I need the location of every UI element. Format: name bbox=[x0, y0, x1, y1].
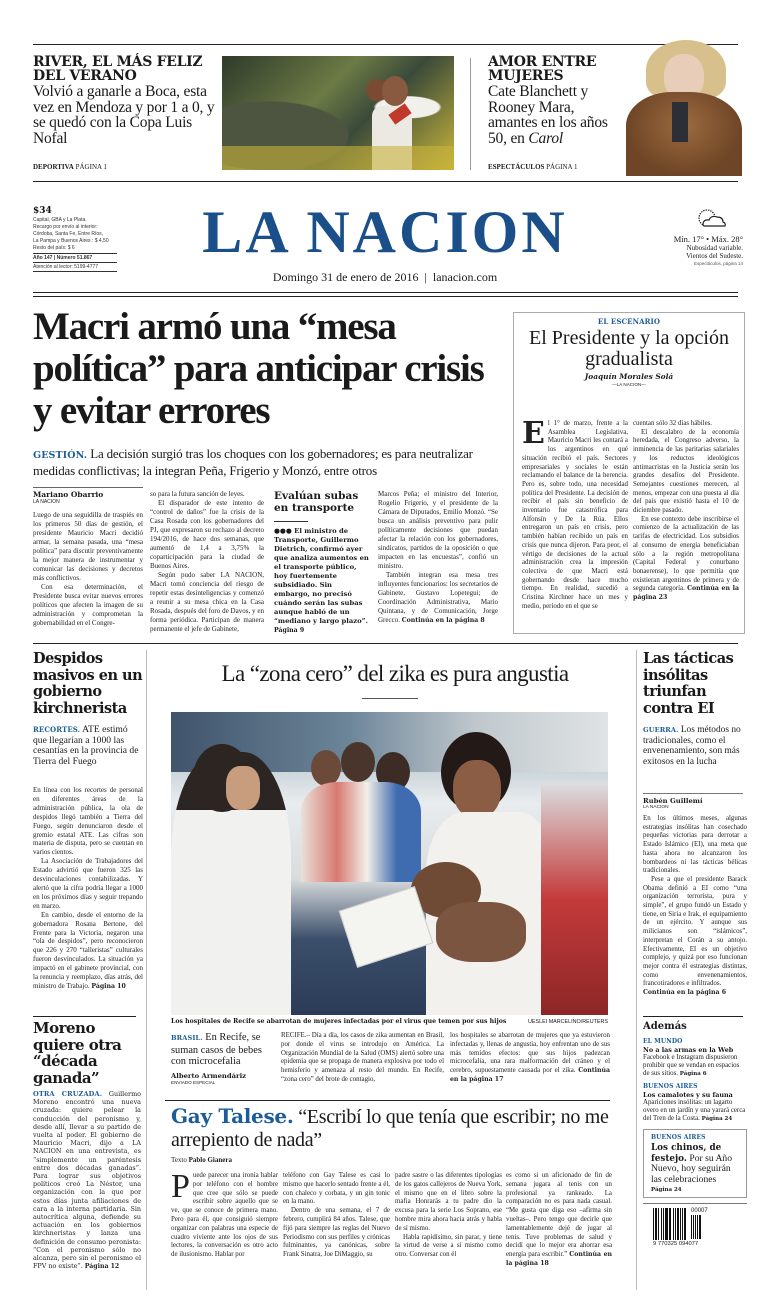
item-headline: No a las armas en la Web bbox=[643, 1046, 734, 1054]
paragraph: En línea con los recortes de personal en diferentes áreas de la administración pública, la ola de despidos llegó también a Tierra del Fuego, según denunciaron desde el gremio estatal ATE. Las cifras son materia de disputa, pero se cuentan en varios cientos. bbox=[33, 786, 143, 857]
ademas-item[interactable] bbox=[643, 1083, 747, 1123]
barcode-bar bbox=[653, 1208, 654, 1240]
issue-date: Domingo 31 de enero de 2016 bbox=[272, 270, 419, 284]
barcode-bar bbox=[673, 1208, 674, 1240]
lead-deck-text: La decisión surgió tras los choques con los gobernadores; es para neutralizar medidas conflictivas; la integran Peña, Frigerio y Monzó, entre otros bbox=[33, 446, 473, 478]
item-body bbox=[643, 1054, 747, 1078]
ademas-item[interactable] bbox=[643, 1038, 747, 1078]
page-ref[interactable]: Página 24 bbox=[701, 1116, 733, 1122]
author-org: LA NACION bbox=[643, 805, 669, 810]
weather-box bbox=[648, 207, 743, 267]
sidebar-body bbox=[274, 527, 370, 635]
weather-ref: Espectáculos, página 14 bbox=[693, 261, 743, 266]
paragraph: En los últimos meses, algunas estrategias insólitas han cosechado pequeñas victorias para derrotar a Estado Islámico (EI), una meta que hasta ahora no alcanzaron los bombardeos ni las tácticas bélicas tradicionales. bbox=[643, 815, 747, 875]
opinion-col-2 bbox=[633, 420, 739, 603]
opinion-col-1 bbox=[522, 416, 628, 611]
teaser-headline: AMOR ENTRE MUJERES bbox=[488, 54, 597, 84]
zika-photo-caption-row bbox=[171, 1018, 608, 1025]
photo-caption: Los hospitales de Recife se abarrotan de mujeres infectadas por el virus que temen por sus hijos bbox=[171, 1018, 507, 1025]
ademas-title: Además bbox=[643, 1021, 687, 1032]
talese-col-1 bbox=[171, 1168, 278, 1260]
talese-name: Gay Talese. bbox=[171, 1104, 294, 1128]
moreno-body bbox=[33, 1090, 141, 1271]
lead-byline bbox=[33, 490, 103, 505]
barcode-bar bbox=[658, 1208, 660, 1240]
paragraph: Luego de una seguidilla de traspiés en los primeros 50 días de gestión, el presidente Mauricio Macri decidió armar, la semana pasada, una “mesa política” para discutir preventivamente la mejor manera de instrumentar y comunicar las decisiones y decretos más conflictivos. bbox=[33, 511, 143, 582]
author-org: LA NACION bbox=[33, 499, 60, 505]
zika-col-1 bbox=[281, 1032, 444, 1085]
paragraph: Habla rapidísimo, sin parar, y tiene la virtud de verse a sí mismo como otro. Conversar con él bbox=[395, 1233, 502, 1259]
price-line: Resto del país: $ 6 bbox=[33, 245, 75, 251]
teaser-page: PÁGINA 1 bbox=[75, 163, 107, 171]
talese-quote: “Escribí lo que tenía que escribir; no me arrepiento de nada” bbox=[171, 1106, 609, 1151]
drop-cap: E bbox=[522, 416, 545, 451]
teaser-carol[interactable] bbox=[488, 55, 624, 173]
tacticas-body bbox=[643, 815, 747, 998]
barcode-bar bbox=[675, 1208, 676, 1240]
teaser-section-ref bbox=[488, 163, 577, 171]
teaser-section: ESPECTÁCULOS bbox=[488, 163, 545, 171]
paragraph: Según pudo saber LA NACION, Macri tomó conciencia del riesgo de repetir estas desinteligencias y comenzó a reunir a su mesa chica en la Casa Rosada, después del foro de Davos, y en forma periódica. Participan de manera permanente el jefe de Gabinete, bbox=[150, 571, 264, 633]
item-text: Facebook e Instagram dispusieron prohibir que se vendan en espacios de sus sitios. bbox=[643, 1054, 740, 1077]
weather-line: Vientos del Sudeste. bbox=[686, 252, 743, 260]
drop-cap: P bbox=[171, 1168, 190, 1205]
despidos-story[interactable] bbox=[33, 651, 143, 767]
barcode-bar bbox=[669, 1208, 671, 1240]
boxed-text: Por su Año Nuevo, hoy seguirán las celebraciones bbox=[651, 1152, 733, 1185]
price-box bbox=[33, 206, 117, 272]
moreno-story[interactable] bbox=[33, 1020, 143, 1086]
continue-link[interactable]: Continúa en la página 8 bbox=[401, 617, 485, 624]
barcode-bar bbox=[663, 1208, 664, 1240]
sidebar-text: El ministro de Transporte, Guillermo Dietrich, confirmó ayer que analiza aumentos en el transporte público, hoy fuertemente subsidiado. Sin embargo, no precisó cuándo serán las subas aunque habló de un “mediano y largo plazo”. bbox=[274, 527, 369, 625]
paragraph-text: es como si un aficionado de fin de semana jugara al tenis con un profesional ya rankeado. La comparación no es para nada casual. “Me gusta que diga eso –afirma sin vueltas–. Pero tengo que decirle que lamentablemente dejé de jugar al tenis. Tuve problemas de salud y decidí que lo mejor era ahorrar esa energía para escribir.” bbox=[506, 1172, 612, 1259]
story-headline: Las tácticas insólitas triunfan contra EI bbox=[643, 650, 734, 717]
paragraph-text: Guillermo Moreno encontró una nueva cruzada: quiere pelear la conducción del peronismo y, desde allí, llevar a su partido de vuelta al poder. El gobierno de Mauricio Macri, dijo a LA NACION en una entrevista, es “simplemente un paréntesis entre dos décadas ganadas”. Para lograr sus objetivos políticos creó La Néstor, una organización con la que por estos días junta afiliaciones de cara a la interna partidaria. Sin autocrítica alguna, defiende su actuación en los gobiernos kirchneristas y lanza una definición de consumo peronista: “Con el peronismo sólo no alcanza, pero sin el peronismo el FPV no existe”. bbox=[33, 1090, 141, 1271]
page-ref[interactable]: Página 9 bbox=[274, 627, 305, 634]
paragraph bbox=[633, 516, 739, 603]
talese-byline bbox=[171, 1156, 232, 1164]
continue-link[interactable]: Continúa en la página 17 bbox=[450, 1067, 610, 1083]
zika-col-2 bbox=[450, 1032, 610, 1085]
item-text: Apariciones insólitas: un lagarto overo en un jardín y una yarará cerca del Tren de la Costa. bbox=[643, 1099, 746, 1122]
price-line: Capital, GBA y La Plata. bbox=[33, 217, 87, 223]
paragraph: so para la futura sanción de leyes. bbox=[150, 490, 245, 498]
paragraph: teléfono con Gay Talese es casi lo mismo que hacerlo sentado frente a él, con chaleco y corbata, y un gin tonic en la mano. bbox=[283, 1172, 390, 1206]
page-ref[interactable]: Página 10 bbox=[91, 982, 126, 990]
barcode-number: 9 770325 094077 bbox=[653, 1241, 699, 1247]
page-ref[interactable]: Página 12 bbox=[84, 1263, 120, 1271]
lead-deck bbox=[33, 446, 503, 478]
teaser-deck-text: Cate Blanchett y Rooney Mara, amantes en los años 50, en bbox=[488, 83, 608, 147]
paragraph bbox=[33, 1090, 141, 1271]
item-section: EL MUNDO bbox=[643, 1038, 683, 1045]
teaser-section-ref bbox=[33, 163, 107, 171]
bullets: ●●● bbox=[274, 527, 292, 535]
opinion-author: Joaquín Morales Solá bbox=[584, 372, 674, 381]
boxed-body bbox=[651, 1143, 741, 1185]
barcode-addon-block bbox=[691, 1208, 708, 1239]
opinion-kicker: EL ESCENARIO bbox=[597, 317, 661, 326]
zika-deck-block[interactable] bbox=[171, 1032, 271, 1085]
opinion-header[interactable] bbox=[513, 317, 745, 387]
paragraph: El descalabro de la economía heredada, el Congreso adverso, la inminencia de las paritarias salariales y los reductos ideológicos antimacristas en la Justicia serán los grandes desafíos del Presidente. Semejantes cuestiones merecen, al menos, empezar con una puesta al día del país que existió hasta el 10 de diciembre pasado. bbox=[633, 428, 739, 515]
masthead-dateline: Domingo 31 de enero de 2016 | lanacion.com bbox=[272, 270, 498, 284]
story-headline: Despidos masivos en un gobierno kirchnerista bbox=[33, 650, 143, 717]
barcode-bar bbox=[677, 1208, 679, 1240]
author-role: ENVIADO ESPECIAL bbox=[171, 1079, 216, 1085]
zika-headline[interactable]: La “zona cero” del zika es pura angustia bbox=[221, 661, 569, 686]
masthead-title[interactable]: LA NACION bbox=[202, 199, 568, 265]
story-deck-text: ATE estimó que llegarían a 1000 las cesantías en la provincia de Tierra del Fuego bbox=[33, 724, 139, 767]
price-line: Recargo por envío al interior: bbox=[33, 224, 98, 230]
byline-label: Texto bbox=[171, 1156, 187, 1164]
item-section: BUENOS AIRES bbox=[643, 1083, 698, 1090]
story-headline: Moreno quiere otra “década ganada” bbox=[33, 1019, 122, 1087]
weather-line: Nubosidad variable. bbox=[686, 244, 743, 252]
barcode-bar bbox=[693, 1215, 694, 1239]
story-deck bbox=[33, 725, 143, 767]
story-deck-text: Los métodos no tradicionales, como el envenenamiento, son más exitosos en la lucha bbox=[643, 725, 741, 767]
barcode-addon: 00007 bbox=[691, 1208, 708, 1214]
barcode-bar bbox=[699, 1215, 701, 1239]
teaser-headline: RIVER, EL MÁS FELIZ DEL VERANO bbox=[33, 54, 203, 84]
lead-headline[interactable]: Macri armó una “mesa política” para anticipar crisis y evitar errores bbox=[33, 305, 484, 432]
paragraph: Pese a que el presidente Barack Obama definió a EI como “una organización terrorista, pura y simple”, el grupo fundó un Estado y tiene, en Siria e Irak, el equipamiento de un ejército. Y aunque sus milicianos son “islámicos”, interpretan el Corán a su antojo. Efectivamente, EI es un objetivo complejo, y quizá por eso funcionan mejor contra él estrategias distintas, como envenenamientos, francotiradores e infiltrados. bbox=[643, 875, 747, 988]
paragraph bbox=[522, 416, 628, 611]
item-section: BUENOS AIRES bbox=[651, 1134, 706, 1141]
teaser-river[interactable] bbox=[33, 55, 219, 173]
paragraph: padre sastre o las diferentes tipologías de los gatos callejeros de Nueva York, el mismo que en el libro sobre la mafia Honrarás a tu padre dio la excusa para la serie Los Soprano, ese hombre mira ahora hacia atrás y habla de sí mismo. bbox=[395, 1172, 502, 1232]
paragraph: El disparador de este intento de “control de daños” fue la crisis de la Casa Rosada con los gobernadores del PJ, que expresaron su rechazo al decreto 194/2016, de hace dos semanas, que aumentó de 1,4 a 3,75% la coparticipación para la ciudad de Buenos Aires. bbox=[150, 499, 264, 570]
paragraph: cuentan sólo 32 días hábiles. bbox=[633, 420, 713, 427]
boxed-headline: Los chinos, de festejo. bbox=[651, 1143, 722, 1164]
teaser-deck: Volvió a ganarle a Boca, esta vez en Mendoza y por 1 a 0, y se quedó con la Copa Luis Nofal bbox=[33, 83, 215, 147]
issue-number: Año 147 | Número 51.867 bbox=[33, 253, 117, 262]
tacticas-byline bbox=[643, 797, 703, 810]
barcode-row bbox=[643, 1208, 747, 1240]
barcode bbox=[643, 1203, 747, 1248]
reader-contact: Atención al lector: 5199-4777 bbox=[33, 262, 117, 272]
story-deck bbox=[643, 725, 748, 767]
lead-kicker: GESTIÓN. bbox=[33, 450, 88, 461]
talese-col-4 bbox=[506, 1172, 612, 1269]
lead-col-2 bbox=[150, 490, 264, 634]
teaser-page: PÁGINA 1 bbox=[546, 163, 578, 171]
river-player-photo bbox=[222, 56, 454, 170]
price-line: La Pampa y Buenos Aires : $ 4,50 bbox=[33, 238, 109, 244]
paragraph: Con esa determinación, el Presidente busca evitar nuevos errores políticos que afecten la imagen de su administración y comprometan la gobernabilidad en el Congre- bbox=[33, 583, 143, 627]
ademas-boxed-item[interactable] bbox=[643, 1129, 747, 1198]
page-ref[interactable]: Página 6 bbox=[679, 1071, 707, 1077]
paragraph-text: En cambio, desde el entorno de la gobernadora Rosana Bertone, del Frente para la Victoria, negaron una “ola de despidos”, pero reconocieron que 226 y 270 “talleristas” culturales fueron desvinculados. La situación ya impactó en el gabinete provincial, con la renuncia y reemplazo, días atrás, del ministro de Trabajo. bbox=[33, 910, 143, 990]
continue-link[interactable]: Continúa en la página 6 bbox=[643, 989, 727, 997]
zika-deck-text: En Recife, se suman casos de bebes con microcefalia bbox=[171, 1032, 262, 1067]
teaser-section: DEPORTIVA bbox=[33, 163, 74, 171]
paragraph: Dentro de una semana, el 7 de febrero, cumplirá 84 años. Talese, que fijó para siempre las reglas del Nuevo Periodismo con sus perfiles y crónicas fulminantes, ya canónicas, sobre Frank Sinatra, Joe DiMaggio, su bbox=[283, 1207, 390, 1259]
paragraph-text: l 1° de marzo, frente a la Asamblea Legislativa, Mauricio Macri les contará a los argentinos en qué situación recibió el país. Sectores empresariales y sociales le están reclamando el balance de la herencia. Pero es, sobre todo, una necesidad política del Presidente. La decisión de recibir el país sin beneficio de inventario fue catastrófica para Alfonsín y De la Rúa. Ellos entregaron un país en crisis, pero también habían recibido un país en crisis que nunca dijeron. Para peor, el vértigo de decisiones de la actual administración crea la impresión colectiva de que Macri está gobernando desde hace mucho tiempo. En realidad, sucedió a Cristina Kirchner hace un mes y medio, período en el que se bbox=[522, 420, 628, 610]
price-line: Córdoba, Santa Fe, Entre Ríos, bbox=[33, 231, 104, 237]
paragraph-text: También integran esa mesa tres influyentes funcionarios: los secretarios de Gabinete, Gustavo Lopetegui; de Coordinación Administrativa, Mario Quintana, y de Comunicación, Jorge Grecco. bbox=[378, 571, 498, 624]
item-body bbox=[643, 1099, 747, 1123]
paragraph bbox=[450, 1032, 610, 1085]
talese-headline[interactable] bbox=[171, 1105, 616, 1152]
barcode-bar bbox=[684, 1208, 686, 1240]
paragraph: La Asociación de Trabajadores del Estado advirtió que fueron 325 las desvinculaciones contabilizadas. Y alertó que la cifra podría llegar a 1000 en los próximos días y seguir trepando en marzo. bbox=[33, 857, 143, 910]
story-kicker: GUERRA. bbox=[643, 726, 679, 734]
weather-temps: Mín. 17° • Máx. 28° bbox=[673, 234, 743, 244]
paragraph bbox=[171, 1168, 278, 1260]
price: $34 bbox=[33, 206, 52, 216]
opinion-author-org: —LA NACION— bbox=[612, 382, 646, 387]
author-name: Alberto Armendáriz bbox=[171, 1071, 247, 1080]
continue-link[interactable]: Continúa en la página 18 bbox=[506, 1251, 612, 1267]
story-kicker: OTRA CRUZADA. bbox=[33, 1090, 103, 1098]
item-headline: Los camalotes y su fauna bbox=[643, 1091, 733, 1099]
barcode-addon-bars bbox=[691, 1215, 708, 1239]
zika-kicker: BRASIL. bbox=[171, 1034, 203, 1042]
paragraph-text: los hospitales se abarrotan de mujeres que ya estuvieron infectadas y, llenas de angustia, hoy enfrentan uno de sus más temidos efectos: que sus hijos padezcan microcefalia, una rara malformación del cráneo y el cerebro, supuestamente causada por el zika. bbox=[450, 1032, 610, 1075]
cloud-sun-icon bbox=[693, 207, 729, 231]
photo-credit: UESLEI MARCELINO/REUTERS bbox=[528, 1019, 608, 1025]
talese-col-2 bbox=[283, 1172, 390, 1260]
barcode-bar bbox=[697, 1215, 698, 1239]
despidos-body bbox=[33, 786, 143, 992]
author-name: Mariano Obarrio bbox=[33, 490, 104, 499]
opinion-headline: El Presidente y la opción gradualista bbox=[529, 327, 729, 370]
barcode-bar bbox=[661, 1208, 662, 1240]
paragraph-text: En ese contexto debe inscribirse el comienzo de la actualización de las tarifas de electricidad. Los subsidios al consumo de energía beneficiaban sólo a la región metropolitana (Capital Federal y conurbano bonaerense), lo que permitía que existieran argentinos de primera y de segunda categoría. bbox=[633, 515, 739, 593]
talese-col-3 bbox=[395, 1172, 502, 1260]
teaser-deck-italic: Carol bbox=[528, 129, 563, 147]
sidebar-headline: Evalúan subas en transporte bbox=[274, 490, 359, 514]
tacticas-story[interactable] bbox=[643, 651, 748, 767]
paragraph bbox=[506, 1172, 612, 1269]
paragraph-text: uede parecer una ironía hablar por teléfono con el hombre que cree que sólo se puede escribir sobre aquello que se ve, que se conoce de primera mano. Pero para él, que consiguió siempre organizar con palabras una especie de cuadro viviente ante los ojos de sus lectores, la conversación es otro acto de ilusionismo. Hablar por bbox=[171, 1172, 278, 1259]
paragraph: RECIFE.– Día a día, los casos de zika aumentan en Brasil, por donde el virus se introdujo en América. La Organización Mundial de la Salud (OMS) alertó sobre una epidemia que se propaga de manera explosiva por todo el hemisferio y amenaza al resto del mundo. En Recife, “zona cero” del brote de contagio, bbox=[281, 1032, 444, 1083]
author-name: Rubén Guillemí bbox=[643, 797, 703, 805]
page-ref[interactable]: Página 24 bbox=[651, 1187, 682, 1193]
ademas-box bbox=[643, 1021, 747, 1248]
lead-col-1 bbox=[33, 511, 143, 628]
paragraph bbox=[378, 571, 498, 625]
lead-col-4 bbox=[378, 490, 498, 625]
website-link[interactable]: lanacion.com bbox=[432, 270, 498, 284]
transport-sidebar[interactable] bbox=[274, 490, 370, 635]
paragraph bbox=[33, 911, 143, 992]
zika-hospital-photo bbox=[171, 712, 608, 1015]
paragraph: Marcos Peña; el ministro del Interior, Rogelio Frigerio, y el presidente de la Cámara de Diputados, Emilio Monzó. “Se busca un análisis preventivo para pulir políticamente decisiones que puedan afectar la relación con los gobernadores, sindicatos, partidos de la oposición o que impacten en las encuestas”, confió un ministro. bbox=[378, 490, 498, 570]
barcode-bar bbox=[665, 1208, 667, 1240]
cate-blanchett-photo bbox=[626, 40, 742, 176]
barcode-bars bbox=[653, 1208, 687, 1240]
teaser-deck bbox=[488, 84, 624, 146]
zika-deck bbox=[171, 1032, 271, 1068]
paragraph bbox=[643, 989, 747, 998]
author-name: Pablo Gianera bbox=[188, 1156, 232, 1164]
story-kicker: RECORTES. bbox=[33, 725, 81, 734]
continue-link[interactable]: Continúa en la página 23 bbox=[633, 585, 739, 602]
